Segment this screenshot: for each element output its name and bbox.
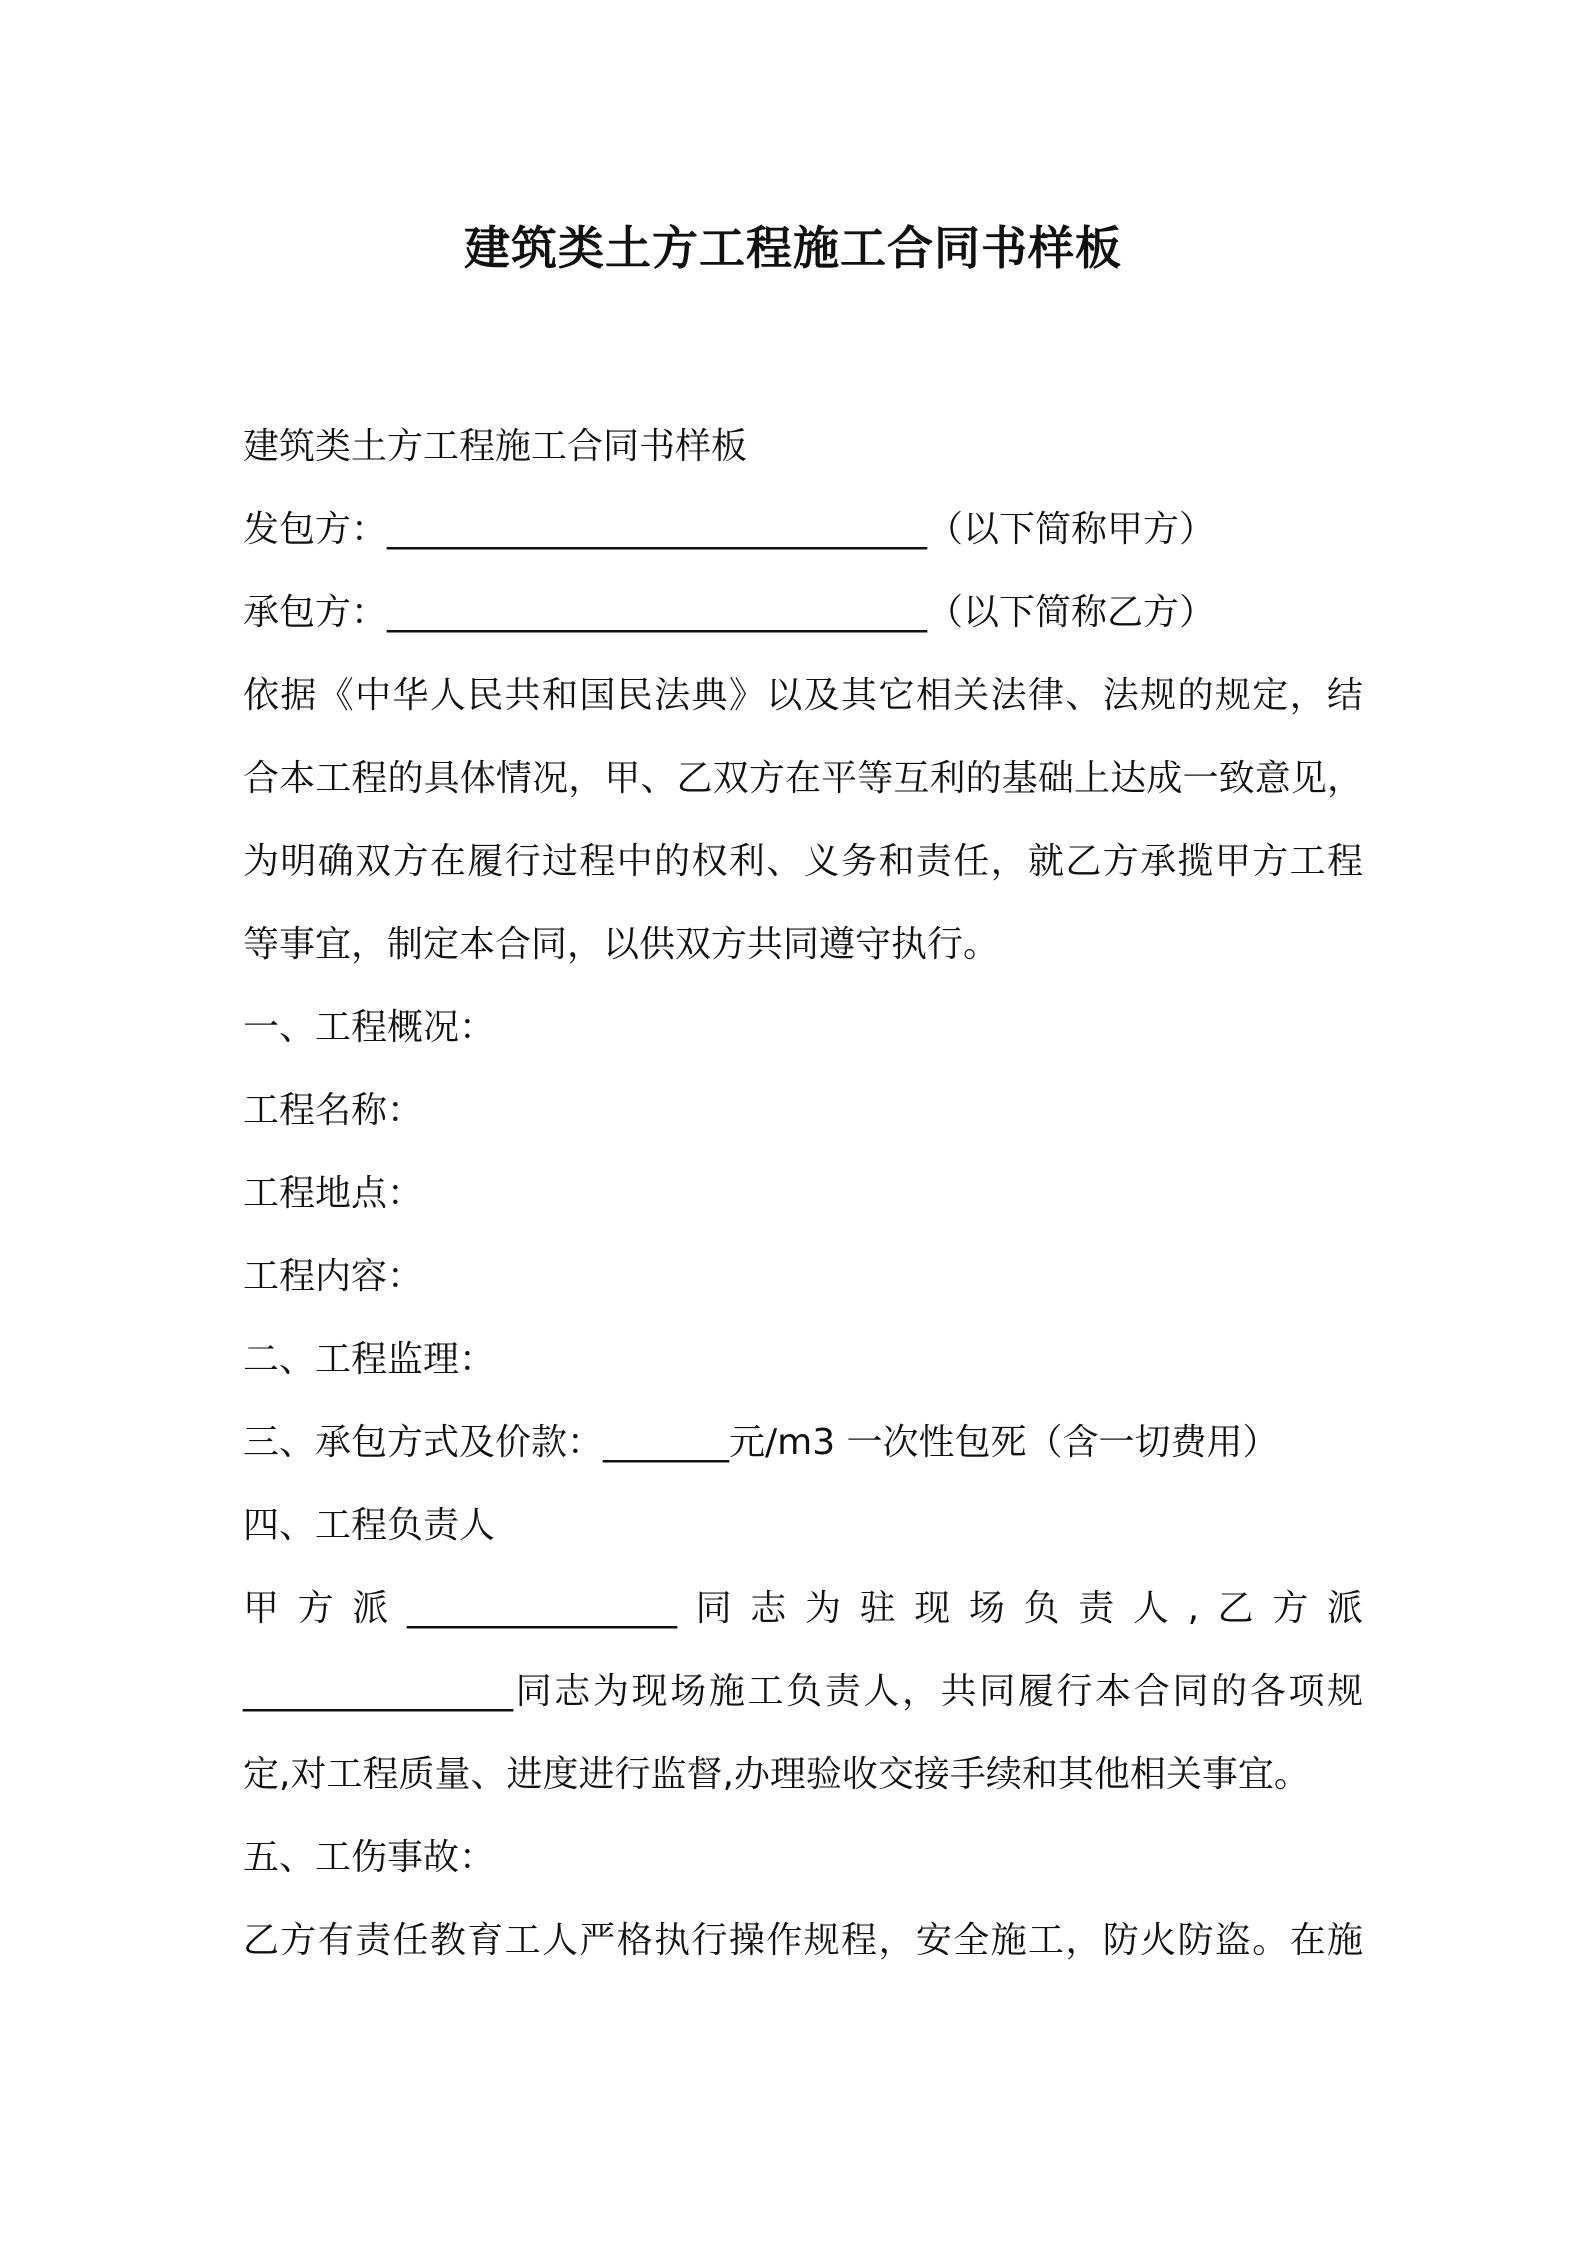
section5-heading: 五、工伤事故： (243, 1837, 496, 1878)
section4-heading: 四、工程负责人 (243, 1505, 496, 1546)
party-b-line (243, 571, 1363, 654)
party-a-suffix: （以下简称甲方） (927, 509, 1216, 550)
party-a-label: 发包方： (243, 509, 388, 550)
party-b-blank: ______________________________ (387, 592, 928, 633)
party-a-line (243, 488, 1363, 571)
section3-text: 三、承包方式及价款：_______元/m3 一次性包死（含一切费用） (243, 1422, 1279, 1463)
party-b-label: 承包方： (243, 592, 388, 633)
field-project-content: 工程内容： (243, 1256, 424, 1297)
document-subtitle: 建筑类土方工程施工合同书样板 (243, 426, 748, 467)
section4-line-1: 甲方派_______________同志为驻现场负责人,乙方派 (243, 1588, 1363, 1629)
document-body (243, 405, 1363, 1982)
party-b-suffix: （以下简称乙方） (927, 592, 1216, 633)
intro-line-2: 合本工程的具体情况，甲、乙双方在平等互利的基础上达成一致意见， (243, 758, 1363, 799)
section5-line-1: 乙方有责任教育工人严格执行操作规程，安全施工，防火防盗。在施 (243, 1920, 1363, 1961)
party-a-blank: ______________________________ (387, 509, 928, 550)
section4-line-3: 定,对工程质量、进度进行监督,办理验收交接手续和其他相关事宜。 (243, 1754, 1310, 1795)
intro-line-1: 依据《中华人民共和国民法典》以及其它相关法律、法规的规定，结 (243, 675, 1363, 716)
field-project-name: 工程名称： (243, 1090, 424, 1131)
section4-line-2: _______________同志为现场施工负责人，共同履行本合同的各项规 (243, 1671, 1363, 1712)
section1-heading: 一、工程概况： (243, 1007, 496, 1048)
document-title: 建筑类土方工程施工合同书样板 (464, 221, 1122, 275)
intro-line-3: 为明确双方在履行过程中的权利、义务和责任，就乙方承揽甲方工程 (243, 841, 1363, 882)
field-project-location: 工程地点： (243, 1173, 424, 1214)
section2-heading: 二、工程监理： (243, 1339, 496, 1380)
intro-line-4: 等事宜，制定本合同，以供双方共同遵守执行。 (243, 924, 1000, 965)
